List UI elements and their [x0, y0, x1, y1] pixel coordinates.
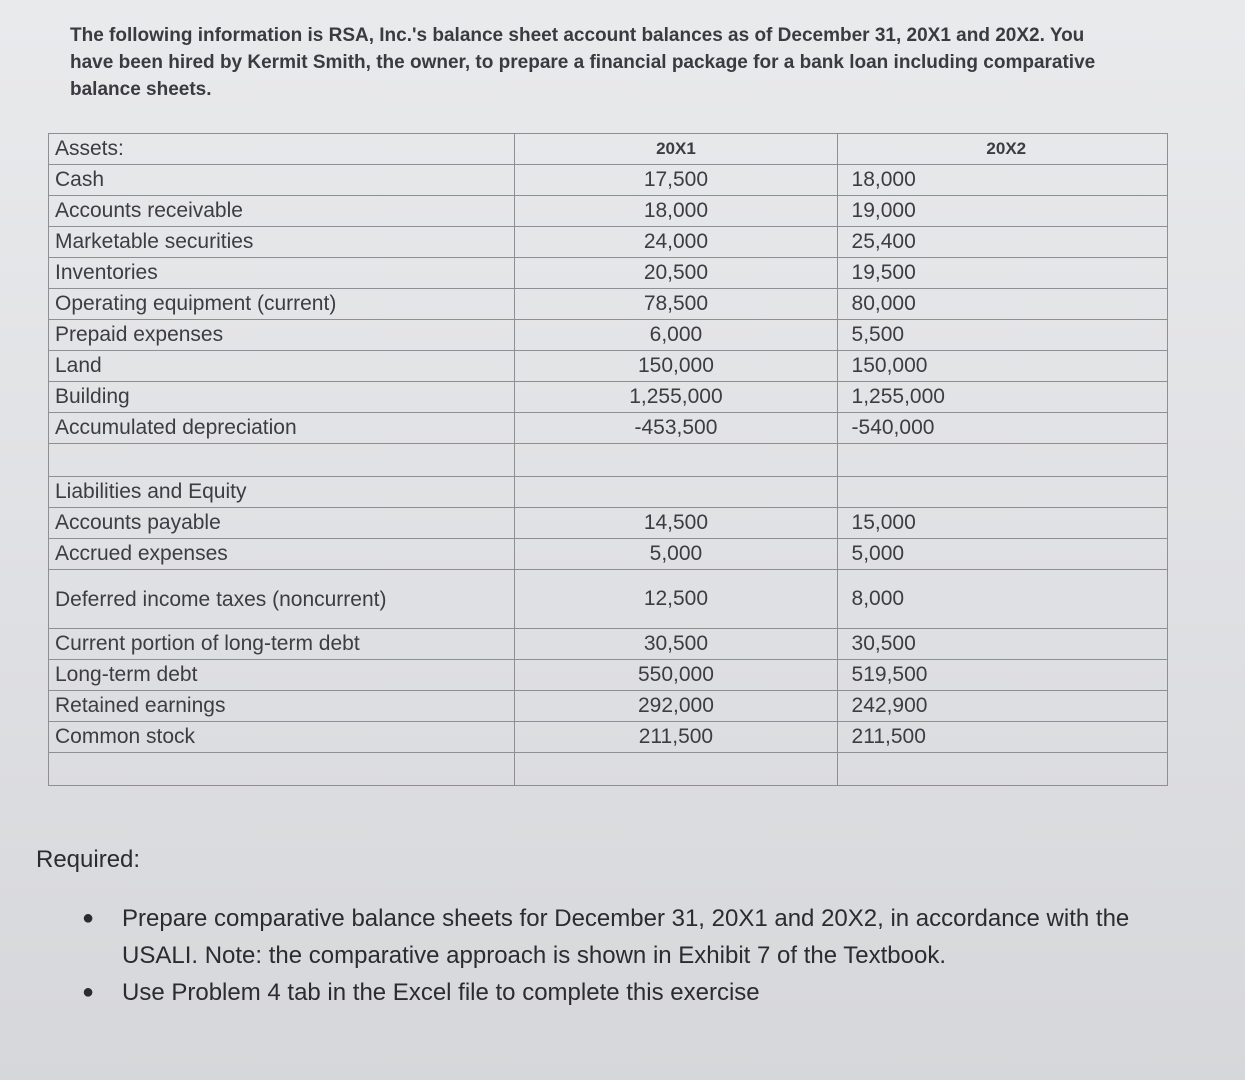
required-list	[70, 900, 1200, 1011]
bullet-icon: ●	[82, 907, 95, 929]
table-row	[49, 660, 1168, 691]
required-item-text: Prepare comparative balance sheets for December 31, 20X1 and 20X2, in accordance with the USALI. Note: the comparative approach is shown in Exhibit 7 of the Textbook.	[122, 905, 1130, 969]
table-row	[49, 320, 1168, 351]
value-20x1: 292,000	[515, 691, 837, 722]
row-label: Retained earnings	[49, 691, 515, 722]
balance-sheet-table	[48, 133, 1168, 786]
value-20x1: 150,000	[515, 351, 837, 382]
intro-paragraph	[70, 22, 1130, 103]
value-20x1: 20,500	[515, 258, 837, 289]
value-20x1: 550,000	[515, 660, 837, 691]
value-20x1: 18,000	[515, 196, 837, 227]
list-item	[70, 974, 1200, 1011]
value-20x1: 6,000	[515, 320, 837, 351]
row-label: Inventories	[49, 258, 515, 289]
bullet-icon: ●	[82, 981, 95, 1003]
value-20x1: 30,500	[515, 629, 837, 660]
value-20x1: 24,000	[515, 227, 837, 258]
row-label: Deferred income taxes (noncurrent)	[49, 570, 515, 629]
row-label: Accounts payable	[49, 508, 515, 539]
column-header-20x2: 20X2	[837, 134, 1167, 165]
value-20x2: 25,400	[837, 227, 1167, 258]
table-row	[49, 570, 1168, 629]
value-20x2: 1,255,000	[837, 382, 1167, 413]
liabilities-header-row	[49, 477, 1168, 508]
table-row	[49, 227, 1168, 258]
row-label: Building	[49, 382, 515, 413]
row-label: Accrued expenses	[49, 539, 515, 570]
row-label: Marketable securities	[49, 227, 515, 258]
value-20x2: 519,500	[837, 660, 1167, 691]
row-label: Long-term debt	[49, 660, 515, 691]
required-item-text: Use Problem 4 tab in the Excel file to complete this exercise	[122, 979, 760, 1006]
value-20x2: -540,000	[837, 413, 1167, 444]
value-20x2: 242,900	[837, 691, 1167, 722]
row-label: Current portion of long-term debt	[49, 629, 515, 660]
table-row	[49, 539, 1168, 570]
table-header-row	[49, 134, 1168, 165]
row-label: Prepaid expenses	[49, 320, 515, 351]
blank-row	[49, 753, 1168, 786]
value-20x2: 211,500	[837, 722, 1167, 753]
table-row	[49, 258, 1168, 289]
assets-header: Assets:	[49, 134, 515, 165]
table-row	[49, 413, 1168, 444]
intro-text: The following information is RSA, Inc.'s balance sheet account balances as of December 31, 20X1 and 20X2. You have been hired by Kermit Smith, the owner, to prepare a financial package for a bank loan including comparative balance sheets.	[70, 25, 1096, 100]
list-item	[70, 900, 1200, 974]
table-row	[49, 508, 1168, 539]
table-row	[49, 196, 1168, 227]
row-label: Operating equipment (current)	[49, 289, 515, 320]
row-label: Accumulated depreciation	[49, 413, 515, 444]
value-20x2: 19,500	[837, 258, 1167, 289]
row-label: Accounts receivable	[49, 196, 515, 227]
value-20x1: 78,500	[515, 289, 837, 320]
table-row	[49, 351, 1168, 382]
value-20x1: 1,255,000	[515, 382, 837, 413]
row-label: Common stock	[49, 722, 515, 753]
value-20x2: 30,500	[837, 629, 1167, 660]
value-20x1: -453,500	[515, 413, 837, 444]
blank-row	[49, 444, 1168, 477]
value-20x1: 211,500	[515, 722, 837, 753]
value-20x2: 80,000	[837, 289, 1167, 320]
value-20x1: 5,000	[515, 539, 837, 570]
table-row	[49, 165, 1168, 196]
liabilities-header: Liabilities and Equity	[49, 477, 515, 508]
table-row	[49, 629, 1168, 660]
row-label: Cash	[49, 165, 515, 196]
table-row	[49, 382, 1168, 413]
value-20x2: 5,000	[837, 539, 1167, 570]
table-row	[49, 722, 1168, 753]
value-20x1: 17,500	[515, 165, 837, 196]
row-label: Land	[49, 351, 515, 382]
value-20x2: 15,000	[837, 508, 1167, 539]
value-20x1: 14,500	[515, 508, 837, 539]
value-20x2: 8,000	[837, 570, 1167, 629]
required-heading: Required:	[36, 846, 141, 873]
value-20x2: 150,000	[837, 351, 1167, 382]
value-20x2: 5,500	[837, 320, 1167, 351]
value-20x1: 12,500	[515, 570, 837, 629]
table-row	[49, 289, 1168, 320]
value-20x2: 18,000	[837, 165, 1167, 196]
table-row	[49, 691, 1168, 722]
value-20x2: 19,000	[837, 196, 1167, 227]
column-header-20x1: 20X1	[515, 134, 837, 165]
